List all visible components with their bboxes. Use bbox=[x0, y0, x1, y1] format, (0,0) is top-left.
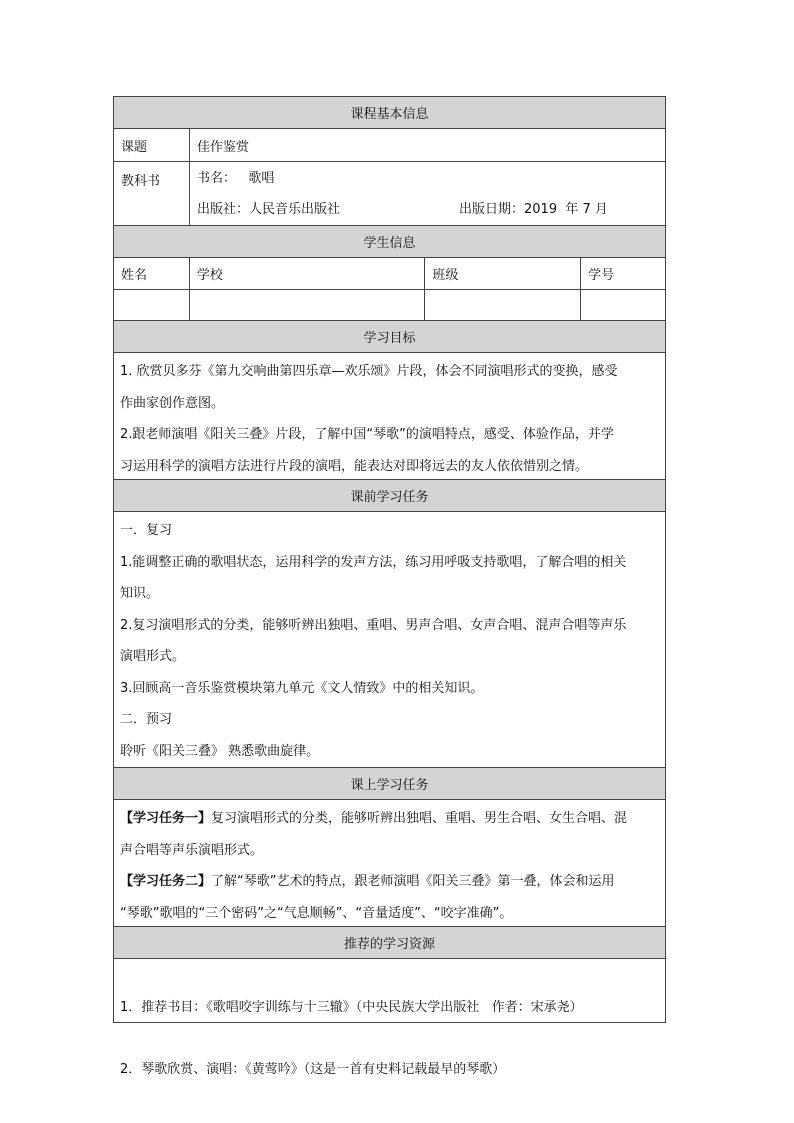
task-1-tag: 【学习任务一】 bbox=[120, 811, 212, 826]
student-info-header-row bbox=[114, 226, 666, 258]
topic-value: 佳作鉴赏 bbox=[190, 129, 666, 161]
resource-line: 2．琴歌欣赏、演唱：《黄莺吟》（这是一首有史料记载最早的琴歌） bbox=[120, 1061, 506, 1077]
pre-task-line: 知识。 bbox=[120, 586, 160, 601]
goals-body-row bbox=[114, 353, 666, 480]
student-col-class: 班级 bbox=[425, 258, 581, 289]
class-task-2-line-2: “琴歌”歌唱的“三个密码”之“气息顺畅”、“音量适度”、“咬字准确”。 bbox=[120, 905, 513, 921]
class-tasks-header-row bbox=[114, 768, 666, 800]
pre-task-line: 聆听《阳关三叠》 熟悉歌曲旋律。 bbox=[120, 743, 320, 759]
student-col-id: 学号 bbox=[581, 258, 666, 289]
goals-body bbox=[114, 353, 666, 479]
pre-task-line: 1.能调整正确的歌唱状态，运用科学的发声方法，练习用呼吸支持歌唱，了解合唱的相关 bbox=[120, 554, 627, 570]
topic-row bbox=[114, 129, 666, 162]
textbook-label: 教科书 bbox=[114, 162, 190, 225]
student-school-cell bbox=[190, 290, 426, 320]
publish-date: 出版日期：2019 年 7 月 bbox=[459, 201, 608, 217]
topic-label: 课题 bbox=[114, 129, 190, 161]
student-id-cell bbox=[581, 290, 666, 320]
resources-header: 推荐的学习资源 bbox=[114, 927, 666, 958]
class-task-1-line-2: 声合唱等声乐演唱形式。 bbox=[120, 842, 264, 858]
resources-body bbox=[114, 959, 666, 1077]
class-task-2-line-1 bbox=[120, 866, 659, 898]
student-class-cell bbox=[425, 290, 581, 320]
student-info-header: 学生信息 bbox=[114, 226, 666, 257]
pre-task-line: 2.复习演唱形式的分类，能够听辨出独唱、重唱、男声合唱、女声合唱、混声合唱等声乐 bbox=[120, 617, 627, 633]
lesson-table bbox=[113, 96, 666, 1077]
pre-task-line: 二．预习 bbox=[120, 712, 173, 727]
class-tasks-body-row bbox=[114, 800, 666, 927]
task-2-tag: 【学习任务二】 bbox=[120, 874, 212, 889]
textbook-row bbox=[114, 162, 666, 226]
class-tasks-body bbox=[114, 800, 666, 926]
student-blank-row bbox=[114, 290, 666, 321]
student-col-school: 学校 bbox=[190, 258, 426, 289]
goal-line: 2.跟老师演唱《阳关三叠》片段，了解中国“琴歌”的演唱特点，感受、体验作品，并学 bbox=[120, 427, 614, 442]
goal-line: 习运用科学的演唱方法进行片段的演唱，能表达对即将远去的友人依依惜别之情。 bbox=[120, 458, 589, 474]
pre-task-line: 3.回顾高一音乐鉴赏模块第九单元《文人情致》中的相关知识。 bbox=[120, 680, 484, 696]
textbook-details bbox=[190, 162, 666, 225]
class-tasks-header: 课上学习任务 bbox=[114, 768, 666, 799]
pre-tasks-body-row bbox=[114, 512, 666, 768]
task-1-text: 复习演唱形式的分类，能够听辨出独唱、重唱、男生合唱、女生合唱、混 bbox=[211, 811, 628, 826]
publisher: 出版社：人民音乐出版社 bbox=[197, 201, 341, 217]
pre-task-line: 一．复习 bbox=[120, 523, 173, 538]
resources-body-row bbox=[114, 959, 666, 1077]
task-2-text: 了解“琴歌”艺术的特点，跟老师演唱《阳关三叠》第一叠，体会和运用 bbox=[211, 874, 615, 889]
class-task-1-line-1 bbox=[120, 803, 659, 835]
student-col-name: 姓名 bbox=[114, 258, 190, 289]
resource-line: 1．推荐书目：《歌唱咬字训练与十三辙》（中央民族大学出版社 作者：宋承尧） bbox=[120, 1000, 583, 1015]
pre-task-line: 演唱形式。 bbox=[120, 649, 186, 664]
resources-header-row bbox=[114, 927, 666, 959]
publication-line bbox=[197, 194, 608, 225]
pre-tasks-body bbox=[114, 512, 666, 767]
goal-line: 1. 欣赏贝多芬《第九交响曲第四乐章—欢乐颂》片段，体会不同演唱形式的变换，感受 bbox=[120, 364, 618, 379]
goal-line: 作曲家创作意图。 bbox=[120, 395, 225, 411]
pre-tasks-header-row bbox=[114, 480, 666, 512]
course-info-header-row bbox=[114, 97, 666, 129]
student-columns-row bbox=[114, 258, 666, 290]
goals-header: 学习目标 bbox=[114, 321, 666, 352]
course-info-header: 课程基本信息 bbox=[114, 97, 666, 128]
goals-header-row bbox=[114, 321, 666, 353]
student-name-cell bbox=[114, 290, 190, 320]
book-name: 书名： 歌唱 bbox=[197, 170, 275, 186]
pre-tasks-header: 课前学习任务 bbox=[114, 480, 666, 511]
